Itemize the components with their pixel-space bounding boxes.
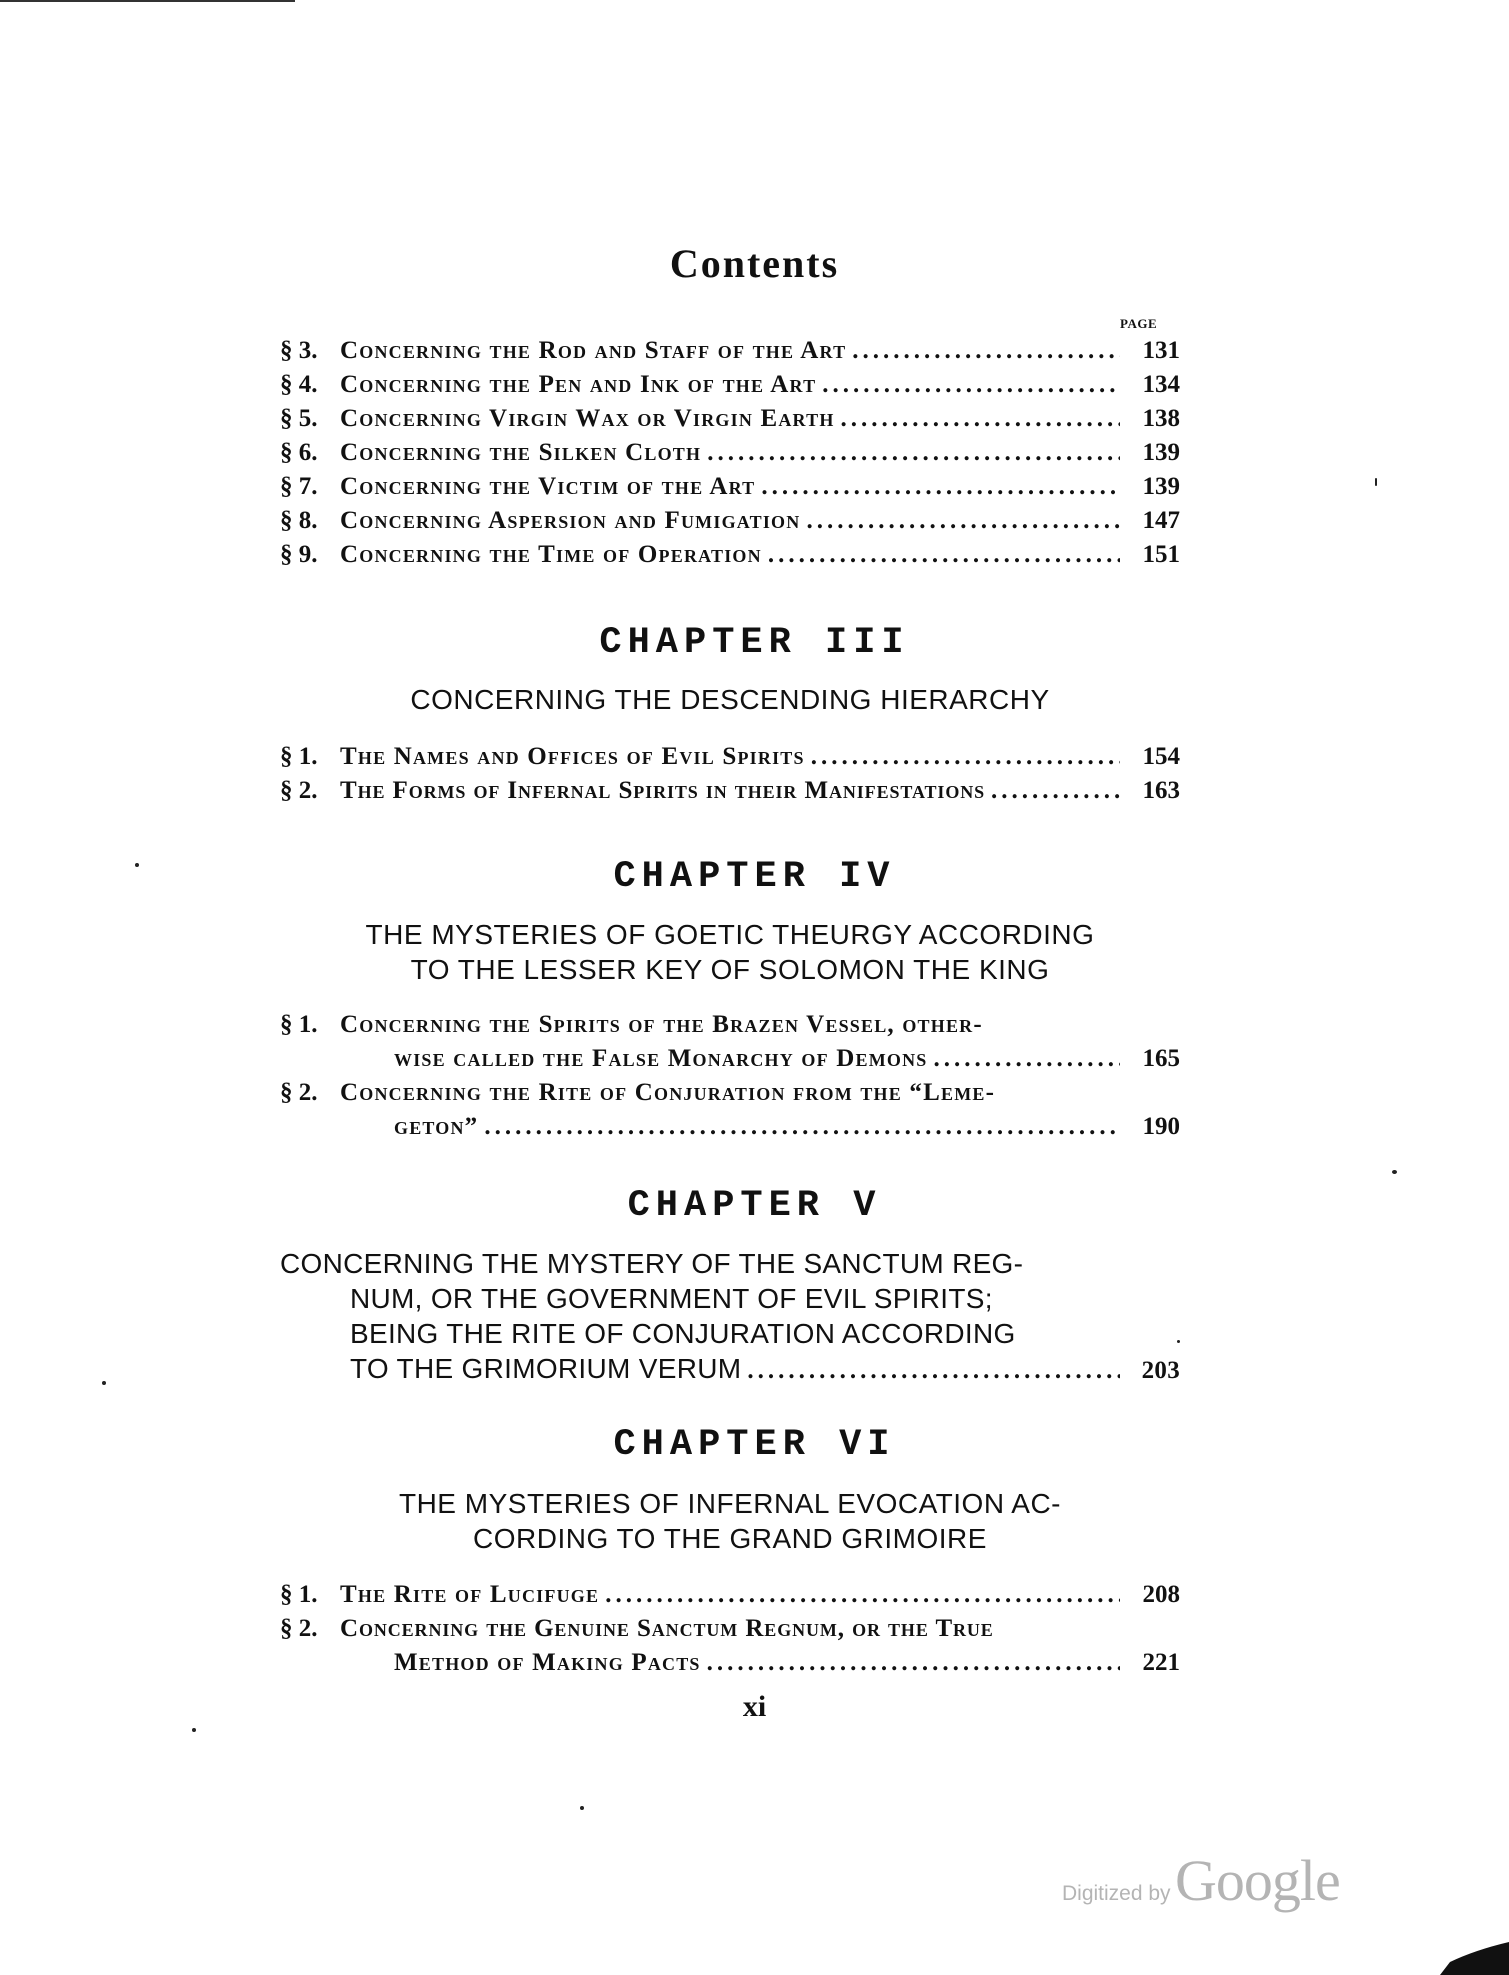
chapter-4-label: CHAPTER IV — [613, 856, 896, 898]
page-number: 134 — [1142, 371, 1180, 398]
page-number: 190 — [1142, 1113, 1180, 1140]
page-number: 165 — [1142, 1045, 1180, 1072]
dot-leader — [841, 402, 1120, 436]
heading-line: THE MYSTERIES OF INFERNAL EVOCATION AC- — [398, 1488, 1062, 1519]
heading-line: CORDING TO THE GRAND GRIMOIRE — [473, 1523, 987, 1554]
chapter-6-label: CHAPTER VI — [613, 1424, 896, 1466]
toc-entry[interactable] — [280, 538, 1180, 572]
chapter-3-entries — [280, 740, 1180, 808]
section-number: § 2. — [280, 777, 318, 804]
scan-speck — [1375, 478, 1377, 486]
chapter-4-entries — [280, 1008, 1180, 1144]
page-number: 139 — [1142, 473, 1180, 500]
page-number: 138 — [1142, 405, 1180, 432]
scan-speck — [1177, 1340, 1180, 1343]
scan-speck — [192, 1728, 196, 1732]
dot-leader — [852, 334, 1120, 368]
heading-line — [280, 1281, 1180, 1316]
toc-entry-continuation[interactable] — [280, 1110, 1180, 1144]
toc-entry[interactable] — [280, 740, 1180, 774]
page-number: 139 — [1142, 439, 1180, 466]
heading-line — [280, 1351, 1180, 1388]
entry-title-line: Concerning the Spirits of the Brazen Vessel, other- — [340, 1011, 983, 1038]
scan-speck — [580, 1806, 584, 1810]
page-number: 221 — [1142, 1649, 1180, 1676]
heading-text: TO THE GRIMORIUM VERUM — [350, 1353, 742, 1384]
dot-leader — [747, 1353, 1120, 1388]
heading-text: NUM, OR THE GOVERNMENT OF EVIL SPIRITS; — [350, 1283, 993, 1314]
chapter-4-heading — [280, 917, 1180, 987]
dot-leader — [806, 504, 1120, 538]
section-number: § 1. — [280, 1011, 318, 1038]
chapter-5-label: CHAPTER V — [627, 1185, 882, 1227]
scan-speck — [135, 863, 139, 867]
chapter-3-heading: CONCERNING THE DESCENDING HIERARCHY — [410, 684, 1050, 715]
entry-title-line: wise called the False Monarchy of Demons — [394, 1045, 928, 1072]
watermark-brand: Google — [1175, 1848, 1340, 1913]
heading-line — [280, 1246, 1180, 1281]
page-number: 208 — [1142, 1581, 1180, 1608]
section-number: § 7. — [280, 473, 318, 500]
page-corner-shadow-icon — [1440, 1912, 1509, 1975]
entry-title: Concerning the Silken Cloth — [340, 439, 702, 466]
section-number: § 9. — [280, 541, 318, 568]
toc-entry-continuation[interactable] — [280, 1646, 1180, 1680]
scan-edge-line — [0, 0, 295, 2]
entry-title: Concerning Virgin Wax or Virgin Earth — [340, 405, 835, 432]
toc-entry[interactable] — [280, 470, 1180, 504]
dot-leader — [761, 470, 1120, 504]
entry-title: Concerning Aspersion and Fumigation — [340, 507, 801, 534]
entry-title: The Forms of Infernal Spirits in their Manifestations — [340, 777, 986, 804]
section-number: § 8. — [280, 507, 318, 534]
dot-leader — [991, 774, 1120, 808]
section-number: § 1. — [280, 743, 318, 770]
page-number: 203 — [1141, 1357, 1180, 1384]
entry-title: Concerning the Rod and Staff of the Art — [340, 337, 847, 364]
heading-text: BEING THE RITE OF CONJURATION ACCORDING — [350, 1318, 1016, 1349]
page-number: 163 — [1142, 777, 1180, 804]
dot-leader — [934, 1042, 1121, 1076]
toc-entry[interactable] — [280, 402, 1180, 436]
entry-title-line: Concerning the Genuine Sanctum Regnum, or the True — [340, 1615, 994, 1642]
page-title: Contents — [669, 241, 840, 286]
scan-speck — [1392, 1170, 1397, 1174]
section-number: § 3. — [280, 337, 318, 364]
dot-leader — [484, 1110, 1120, 1144]
page-number: 147 — [1142, 507, 1180, 534]
section-number: § 2. — [280, 1079, 318, 1106]
chapter-6-heading — [280, 1486, 1180, 1556]
toc-entry[interactable] — [280, 1578, 1180, 1612]
dot-leader — [822, 368, 1120, 402]
section-number: § 6. — [280, 439, 318, 466]
heading-line — [280, 1316, 1180, 1351]
section-number: § 1. — [280, 1581, 318, 1608]
toc-entry[interactable] — [280, 1076, 1180, 1110]
entry-title-line: Method of Making Pacts — [394, 1649, 701, 1676]
toc-entry[interactable] — [280, 1612, 1180, 1646]
page-number: 151 — [1142, 541, 1180, 568]
heading-line: TO THE LESSER KEY OF SOLOMON THE KING — [410, 954, 1050, 985]
heading-text: CONCERNING THE MYSTERY OF THE SANCTUM REG- — [280, 1248, 1024, 1279]
toc-entry[interactable] — [280, 1008, 1180, 1042]
toc-entry[interactable] — [280, 504, 1180, 538]
heading-line: THE MYSTERIES OF GOETIC THEURGY ACCORDING — [365, 919, 1095, 950]
entry-title: Concerning the Victim of the Art — [340, 473, 756, 500]
toc-entry[interactable] — [280, 368, 1180, 402]
page-folio: xi — [742, 1690, 767, 1723]
dot-leader — [768, 538, 1120, 572]
chapter-6-entries — [280, 1578, 1180, 1680]
toc-entry[interactable] — [280, 334, 1180, 368]
dot-leader — [811, 740, 1120, 774]
chapter-3-label: CHAPTER III — [599, 622, 910, 664]
entry-title-line: Concerning the Rite of Conjuration from the “Leme- — [340, 1079, 996, 1106]
toc-entry[interactable] — [280, 774, 1180, 808]
watermark-prefix: Digitized by — [1062, 1882, 1171, 1905]
page-number: 131 — [1142, 337, 1180, 364]
entry-title: The Rite of Lucifuge — [340, 1581, 600, 1608]
section-number: § 4. — [280, 371, 318, 398]
dot-leader — [605, 1578, 1120, 1612]
entry-title-line: geton” — [394, 1113, 479, 1140]
dot-leader — [707, 436, 1120, 470]
toc-entry-continuation[interactable] — [280, 1042, 1180, 1076]
page-column-label: PAGE — [1120, 316, 1158, 331]
entry-title: The Names and Offices of Evil Spirits — [340, 743, 805, 770]
section-number: § 5. — [280, 405, 318, 432]
digitized-watermark — [1062, 1847, 1340, 1914]
chapter-5-heading[interactable] — [280, 1246, 1180, 1388]
dot-leader — [707, 1646, 1120, 1680]
section-number: § 2. — [280, 1615, 318, 1642]
page-number: 154 — [1142, 743, 1180, 770]
entry-title: Concerning the Time of Operation — [340, 541, 762, 568]
scan-speck — [102, 1381, 106, 1385]
entry-title: Concerning the Pen and Ink of the Art — [340, 371, 817, 398]
toc-entry[interactable] — [280, 436, 1180, 470]
toc-section-top — [280, 334, 1180, 572]
